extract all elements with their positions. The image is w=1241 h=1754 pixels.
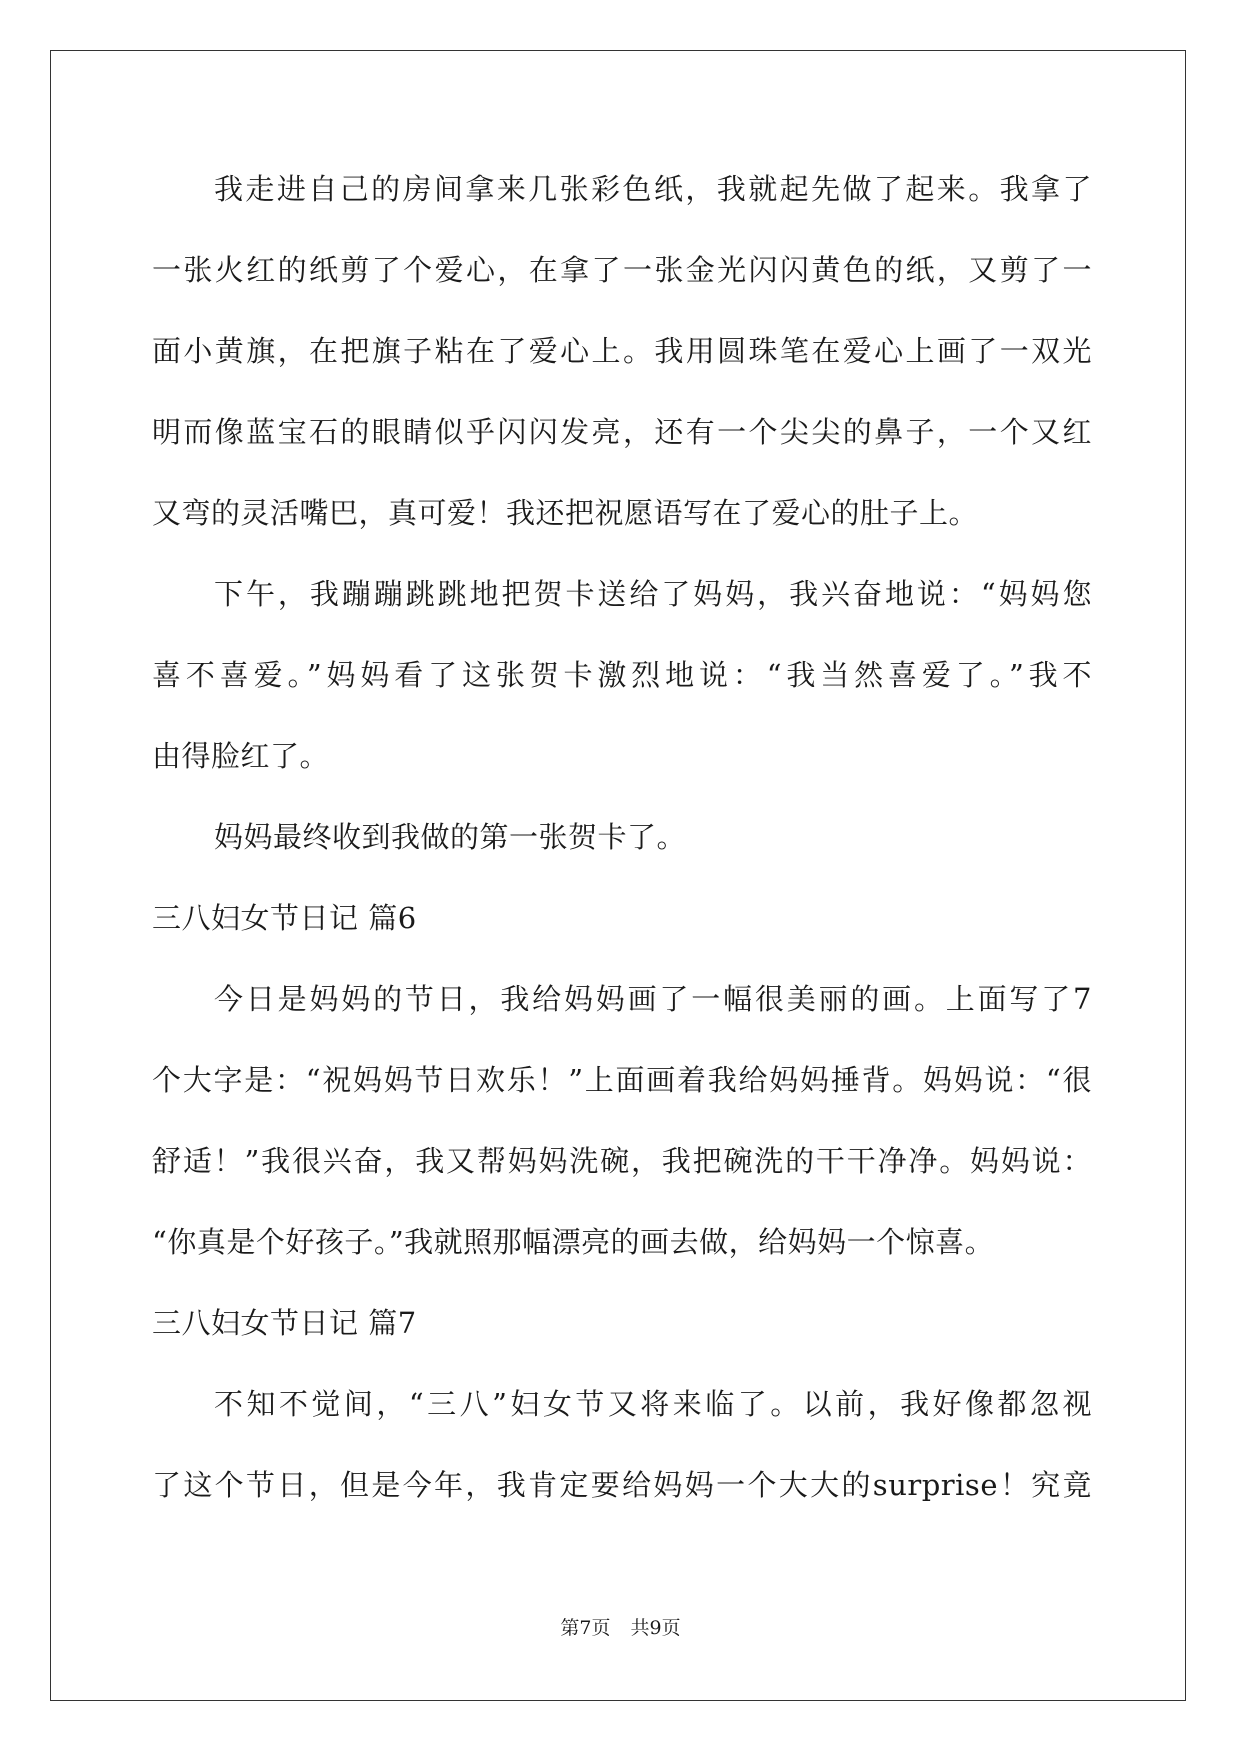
page-number-total: 共9页 (630, 1617, 681, 1639)
text-line: 又弯的灵活嘴巴，真可爱！我还把祝愿语写在了爱心的肚子上。 (152, 496, 979, 530)
text-line: 个大字是：“祝妈妈节日欢乐！”上面画着我给妈妈捶背。妈妈说：“很 (152, 1063, 1092, 1097)
text-line: 妈妈最终收到我做的第一张贺卡了。 (214, 820, 687, 854)
text-line: 面小黄旗，在把旗子粘在了爱心上。我用圆珠笔在爱心上画了一双光 (152, 334, 1092, 368)
section-heading: 三八妇女节日记 篇6 (152, 901, 417, 935)
text-line: 喜不喜爱。”妈妈看了这张贺卡激烈地说：“我当然喜爱了。”我不 (152, 658, 1092, 692)
text-line: 不知不觉间，“三八”妇女节又将来临了。以前，我好像都忽视 (214, 1387, 1092, 1421)
section-heading: 三八妇女节日记 篇7 (152, 1306, 417, 1340)
text-line: 下午，我蹦蹦跳跳地把贺卡送给了妈妈，我兴奋地说：“妈妈您 (214, 577, 1092, 611)
text-line: 一张火红的纸剪了个爱心，在拿了一张金光闪闪黄色的纸，又剪了一 (152, 253, 1092, 287)
page-number-current: 第7页 (560, 1617, 611, 1639)
text-line: 明而像蓝宝石的眼睛似乎闪闪发亮，还有一个尖尖的鼻子，一个又红 (152, 415, 1092, 449)
text-line: 了这个节日，但是今年，我肯定要给妈妈一个大大的surprise！究竟 (152, 1468, 1092, 1502)
text-line: “你真是个好孩子。”我就照那幅漂亮的画去做，给妈妈一个惊喜。 (152, 1225, 995, 1259)
text-line: 我走进自己的房间拿来几张彩色纸，我就起先做了起来。我拿了 (214, 172, 1092, 206)
text-line: 舒适！”我很兴奋，我又帮妈妈洗碗，我把碗洗的干干净净。妈妈说： (152, 1144, 1092, 1178)
document-body (152, 162, 1092, 1539)
text-line: 由得脸红了。 (152, 739, 330, 773)
page-footer (0, 1614, 1241, 1642)
text-line: 今日是妈妈的节日，我给妈妈画了一幅很美丽的画。上面写了7 (214, 982, 1092, 1016)
